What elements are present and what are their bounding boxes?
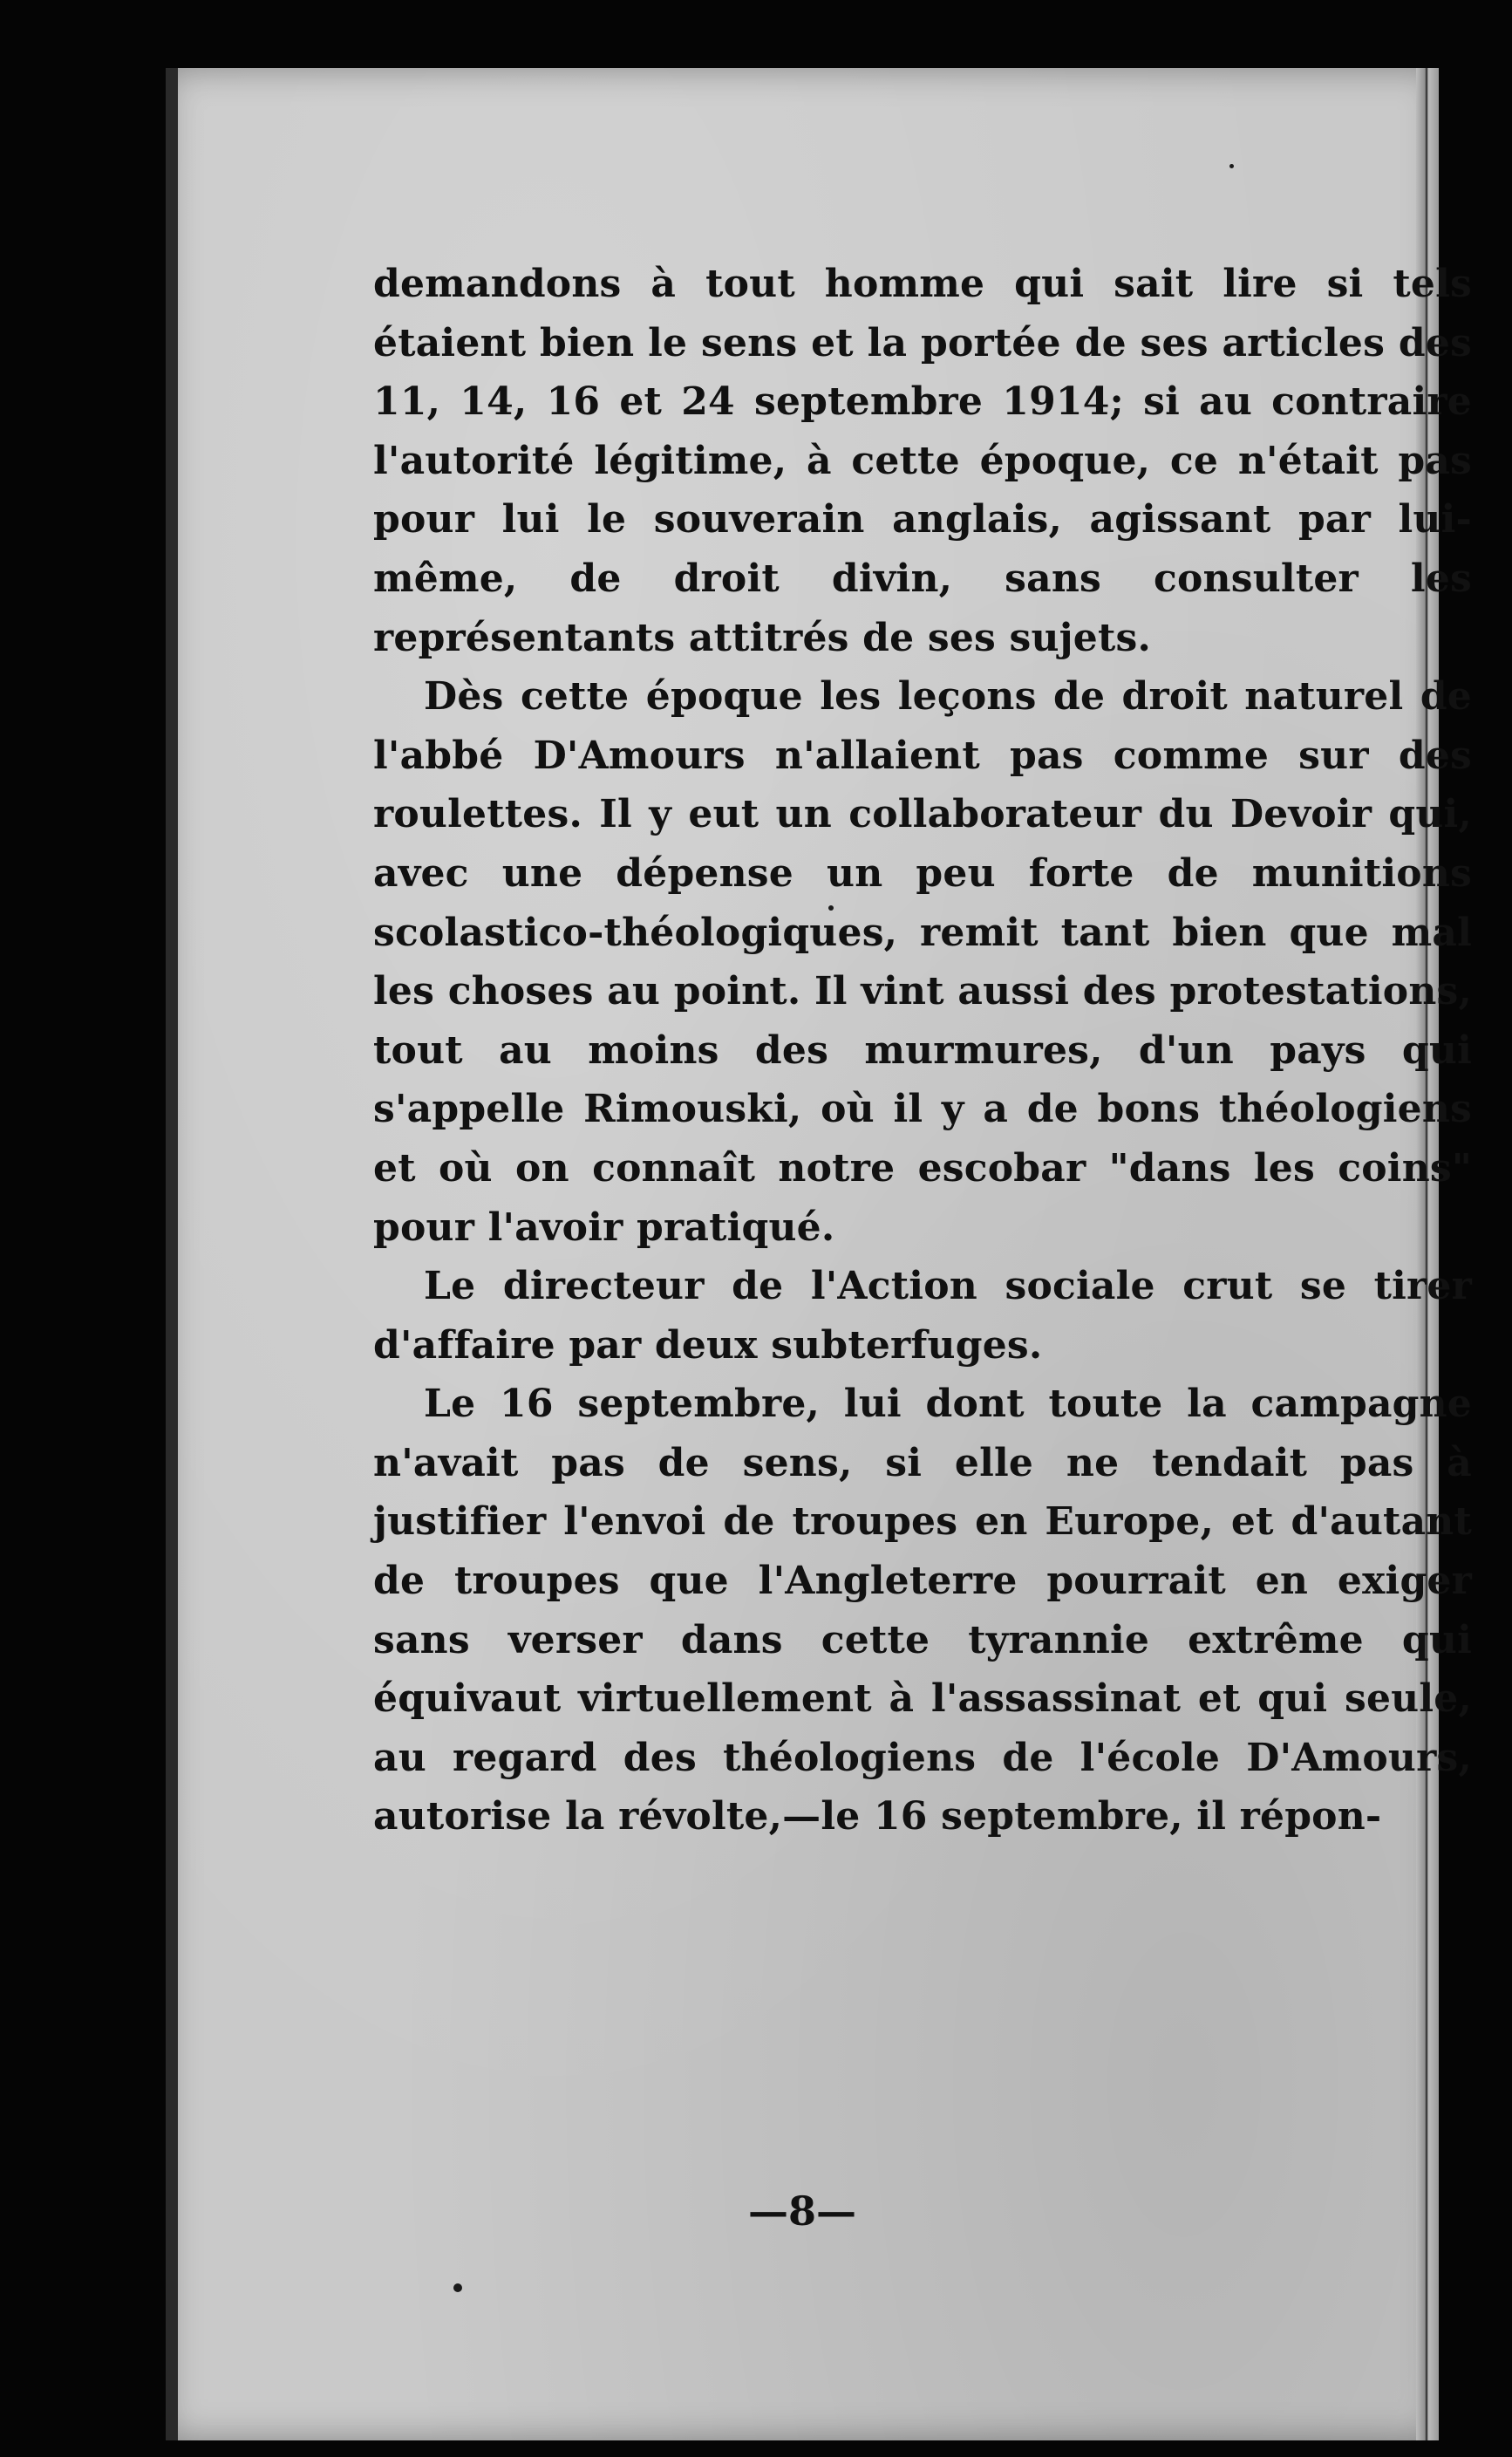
paragraph-4: Le 16 septembre, lui dont toute la campagne n'avait pas de sens, si elle ne tendait pas à justifier l'envoi de troupes en Europe, et d'autant de troupes que l'Angleterre pourrait en exiger sans verser dans cette tyrannie extrême qui équivaut virtuellement à l'assassinat et qui seule, au regard des théologiens de l'école D'Amours, autorise la révolte,—le 16 septembre, il répon-	[373, 1382, 1472, 1839]
dust-speck	[453, 2283, 462, 2292]
book-page	[166, 68, 1472, 2440]
page-number: —8—	[747, 2187, 856, 2235]
paragraph-1: demandons à tout homme qui sait lire si tels étaient bien le sens et la portée de ses articles des 11, 14, 16 et 24 septembre 1914; si au contraire l'autorité légitime, à cette époque, ce n'était pas pour lui le souverain anglais, agissant par lui-même, de droit divin, sans consulter les représentants attitrés de ses sujets.	[373, 262, 1472, 660]
dust-speck	[828, 905, 834, 911]
paragraph-3: Le directeur de l'Action sociale crut se tirer d'affaire par deux subterfuges.	[373, 1264, 1472, 1368]
body-text	[373, 255, 1472, 1846]
paragraph-2: Dès cette époque les leçons de droit naturel de l'abbé D'Amours n'allaient pas comme sur des roulettes. Il y eut un collaborateur du Devoir qui, avec une dépense un peu forte de munitions scolastico-théologiques, remit tant bien que mal les choses au point. Il vint aussi des protestations, tout au moins des murmures, d'un pays qui s'appelle Rimouski, où il y a de bons théologiens et où on connaît notre escobar "dans les coins" pour l'avoir pratiqué.	[373, 674, 1472, 1250]
page-left-shadow	[166, 68, 178, 2440]
dust-speck	[1229, 164, 1234, 168]
